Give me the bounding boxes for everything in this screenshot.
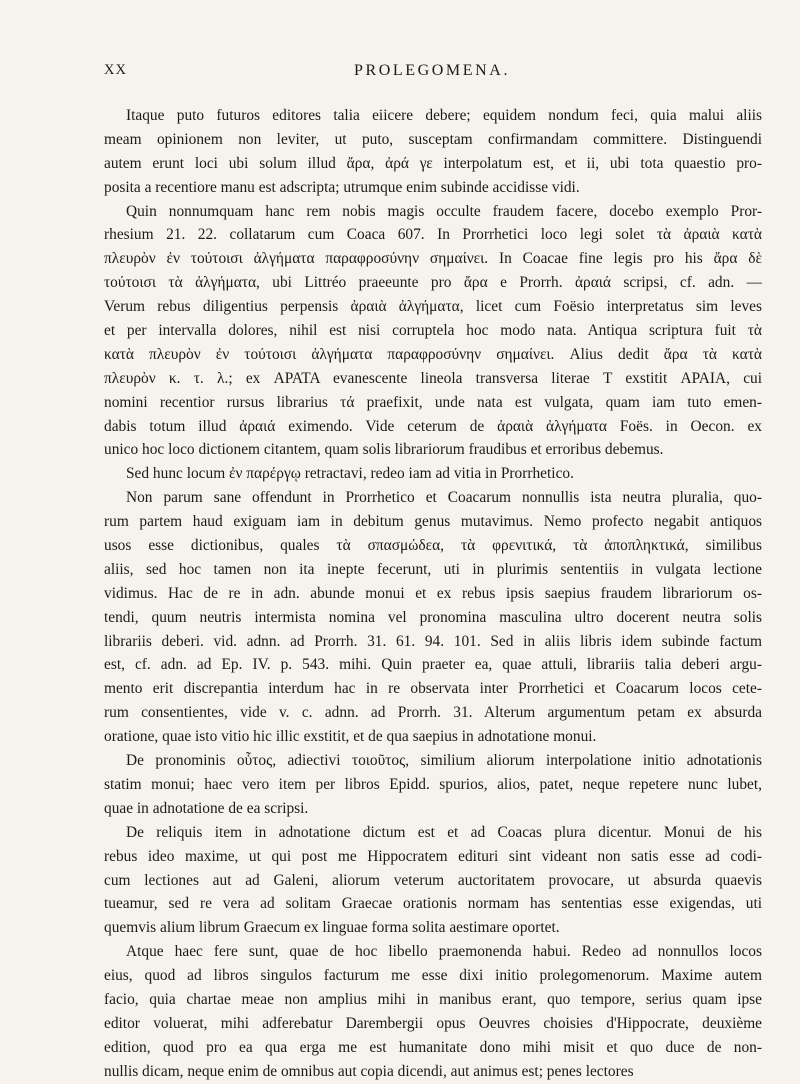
paragraph xyxy=(104,749,762,821)
text-line: rebus ideo maxime, ut qui post me Hippocratem edituri sint videant non satis esse ad codi- xyxy=(104,847,762,865)
text-line: rum partem haud exiguam iam in debitum genus mutavimus. Nemo profecto negabit antiquos xyxy=(104,513,762,531)
text-line: aliis, sed hoc tamen non ita inepte fecerunt, uti in plurimis sententiis in vulgata lectione xyxy=(104,560,762,578)
text-line: tendi, quum neutris intermista nomina vel pronomina masculina ultro docerent neutra solis xyxy=(104,608,762,626)
text-line: usos esse dictionibus, quales τὰ σπασμώδεα, τὰ φρενιτικά, τὰ ἀποπληκτικά, similibus xyxy=(104,537,762,555)
body-text xyxy=(104,104,762,1084)
text-line: Atque haec fere sunt, quae de hoc libello praemonenda habui. Redeo ad nonnullos locos xyxy=(126,943,762,961)
text-line: quae in adnotatione de ea scripsi. xyxy=(104,799,309,817)
text-line: mento erit discrepantia interdum hac in re observata inter Prorrhetici et Coacarum locos cete- xyxy=(104,680,762,698)
paragraph xyxy=(104,104,762,200)
text-line: posita a recentiore manu est adscripta; utrumque enim subinde accidisse vidi. xyxy=(104,178,580,196)
page-number: XX xyxy=(104,62,127,78)
text-line: statim monui; haec vero item per libros Epidd. spurios, alios, patet, neque repetere nunc lubet, xyxy=(104,775,762,793)
text-line: πλευρὸν κ. τ. λ.; ex ΑΡΑΤΑ evanescente lineola transversa literae Τ exstitit ΑΡΑΙΑ, cui xyxy=(104,369,762,387)
text-line: eius, quod ad libros singulos facturum me esse dixi initio prolegomenorum. Maxime autem xyxy=(104,967,762,985)
text-line: Itaque puto futuros editores talia eiicere debere; equidem nondum feci, quia malui aliis xyxy=(126,107,762,124)
text-line: librariis deberi. vid. adnn. ad Prorrh. 31. 61. 94. 101. Sed in aliis libris idem subinde factum xyxy=(104,632,762,650)
text-line: vidimus. Hac de re in adn. abunde monui et ex rebus ipsis saepius fraudem librariorum os- xyxy=(104,584,762,602)
text-line: oratione, quae isto vitio hic illic exstitit, et de qua saepius in adnotatione monui. xyxy=(104,728,597,746)
text-line: rhesium 21. 22. collatarum cum Coaca 607. In Prorrhetici loco legi solet τὰ ἀραιὰ κατὰ xyxy=(104,226,762,244)
text-line: nomini recentior rursus librarius τά praefixit, unde nata est vulgata, quam iam tuto emen- xyxy=(104,393,762,411)
text-line: Quin nonnumquam hanc rem nobis magis occulte fraudem facere, docebo exemplo Pror- xyxy=(126,202,762,220)
text-line: est, cf. adn. ad Ep. IV. p. 543. mihi. Quin praeter ea, quae attuli, librariis talia deberi argu- xyxy=(104,656,762,674)
text-line: editor voluerat, mihi adferebatur Darembergii opus Oeuvres choisies d'Hippocrate, deuxième xyxy=(104,1014,762,1032)
text-line: facio, quia chartae meae non amplius mihi in manibus erant, quo tempore, serius quam ipse xyxy=(104,990,762,1008)
text-line: tueamur, sed re vera ad solitam Graecae orationis normam has sententias esse exigendas, uti xyxy=(104,895,762,913)
paragraph xyxy=(104,821,762,940)
paragraph xyxy=(104,200,762,463)
text-line: Non parum sane offendunt in Prorrhetico et Coacarum nonnullis ista neutra pluralia, quo- xyxy=(126,489,762,507)
text-line: meam opinionem non leviter, ut puto, susceptam confirmandam committere. Distinguendi xyxy=(104,130,762,148)
text-line: τούτοισι τὰ ἀλγήματα, ubi Littréo praeeunte pro ἄρα e Prorrh. ἀραιά scripsi, cf. adn. — xyxy=(104,274,762,292)
text-line: dabis totum illud ἀραιά eximendo. Vide ceterum de ἀραιὰ ἀλγήματα Foës. in Oecon. ex xyxy=(104,417,762,435)
text-line: De pronominis οὗτος, adiectivi τοιοῦτος, similium aliorum interpolatione initio adnotationis xyxy=(126,752,762,770)
text-line: unico hoc loco dictionem citantem, quam solis librariorum fraudibus et erroribus debemus. xyxy=(104,441,664,459)
text-line: quemvis alium librum Graecum ex linguae forma solita aestimare oportet. xyxy=(104,919,560,937)
text-line: Sed hunc locum ἐν παρέργῳ retractavi, redeo iam ad vitia in Prorrhetico. xyxy=(126,465,574,483)
paragraph xyxy=(104,940,762,1083)
paragraph xyxy=(104,462,762,486)
paragraph xyxy=(104,486,762,749)
text-line: πλευρὸν ἐν τούτοισι ἀλγήματα παραφροσύνην σημαίνει. In Coacae fine legis pro his ἄρα δὲ xyxy=(104,250,762,268)
text-line: Verum rebus diligentius perpensis ἀραιὰ ἀλγήματα, licet cum Foësio interpretatus sim leves xyxy=(104,298,762,316)
text-line: nullis dicam, neque enim de omnibus aut copia dicendi, aut animus est; penes lectores xyxy=(104,1062,634,1080)
text-line: De reliquis item in adnotatione dictum est et ad Coacas plura dicentur. Monui de his xyxy=(126,823,762,841)
page-header xyxy=(104,62,760,86)
text-line: cum lectiones aut ad Galeni, aliorum veterum auctoritatem provocare, ut absurda quaevis xyxy=(104,871,762,889)
text-line: autem erunt loci ubi solum illud ἄρα, ἀρά γε interpolatum est, et ii, ubi tota quaestio pro- xyxy=(104,154,762,172)
text-line: edition, quod pro ea qua erga me est humanitate dono mihi misit et quo duce de non- xyxy=(104,1038,762,1056)
text-line: et per intervalla dolores, nihil est nisi corruptela hoc modo nata. Antiqua scriptura fuit τὰ xyxy=(104,322,762,340)
running-head: PROLEGOMENA. xyxy=(353,62,511,79)
text-line: rum consentientes, vide v. c. adnn. ad Prorrh. 31. Alterum argumentum petam ex absurda xyxy=(104,704,762,722)
text-line: κατὰ πλευρὸν ἐν τούτοισι ἀλγήματα παραφροσύνην σημαίνει. Alius dedit ἄρα τὰ κατὰ xyxy=(104,345,762,363)
